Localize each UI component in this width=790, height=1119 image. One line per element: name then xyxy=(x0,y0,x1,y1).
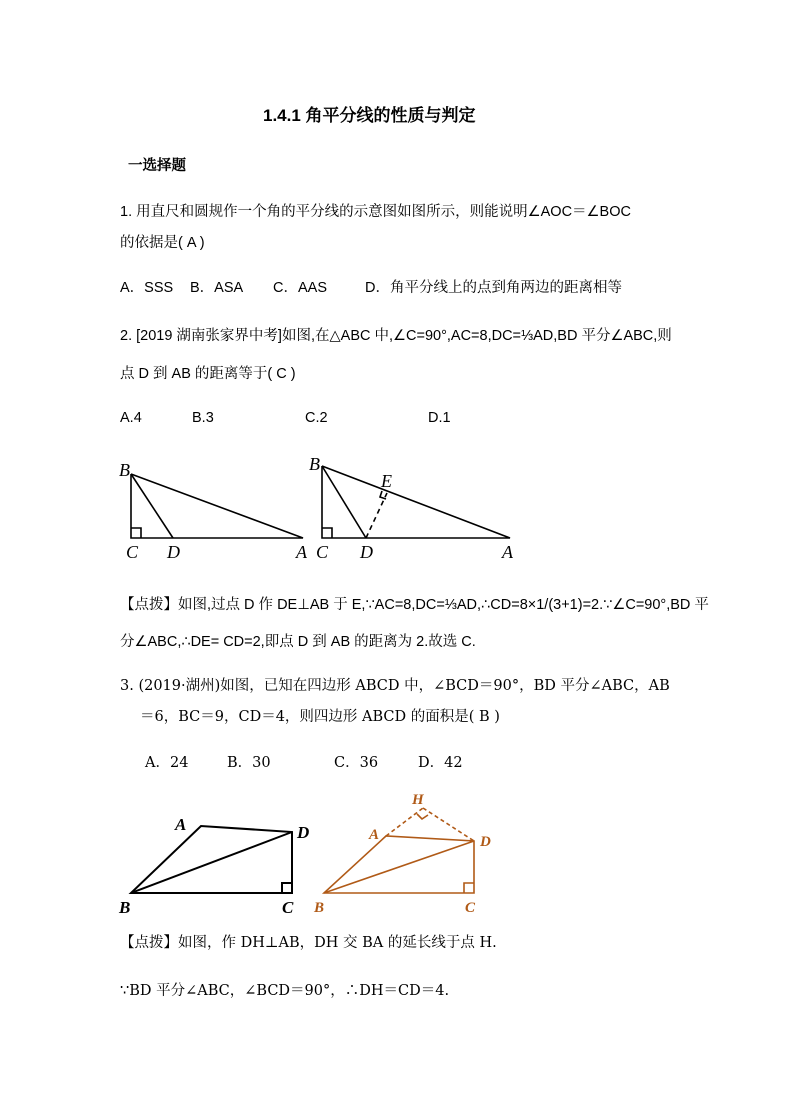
q3-line-2: ＝6，BC＝9，CD＝4，则四边形 ABCD 的面积是( B ) xyxy=(140,709,500,725)
label-b: B xyxy=(314,900,325,916)
q1-option-c: C．AAS xyxy=(273,280,327,296)
q3-option-a: A．24 xyxy=(145,755,189,771)
label-c: C xyxy=(126,542,139,562)
label-a: A xyxy=(175,815,187,834)
page-title: 1.4.1 角平分线的性质与判定 xyxy=(263,106,476,125)
q2-hint-line-1: 【点拨】如图,过点 D 作 DE⊥AB 于 E,∵AC=8,DC=⅓AD,∴CD=8×1/(3+1)=2.∵∠C=90°,BD 平 xyxy=(120,597,709,613)
label-b: B xyxy=(119,460,130,480)
q1-line-1: 1. 用直尺和圆规作一个角的平分线的示意图如图所示，则能说明∠AOC＝∠BOC xyxy=(120,204,631,220)
q1-option-b: B．ASA xyxy=(190,280,244,296)
q1-option-a: A．SSS xyxy=(120,280,174,296)
label-b: B xyxy=(309,454,320,474)
q2-hint-line-2: 分∠ABC,∴DE= CD=2,即点 D 到 AB 的距离为 2.故选 C. xyxy=(120,634,476,650)
label-a: A xyxy=(502,542,513,562)
label-a: A xyxy=(296,542,307,562)
label-d: D xyxy=(360,542,373,562)
label-d: D xyxy=(167,542,180,562)
label-d: D xyxy=(480,834,491,850)
q2-option-b: B.3 xyxy=(192,410,214,426)
q3-hint-line-1: 【点拨】如图，作 DH⊥AB，DH 交 BA 的延长线于点 H. xyxy=(120,935,497,951)
label-d: D xyxy=(297,823,310,842)
q3-option-d: D．42 xyxy=(418,755,463,771)
q3-option-c: C．36 xyxy=(334,755,379,771)
q2-line-1: 2. [2019 湖南张家界中考]如图,在△ABC 中,∠C=90°,AC=8,DC=⅓AD,BD 平分∠ABC,则 xyxy=(120,328,672,344)
q2-line-2: 点 D 到 AB 的距离等于( C ) xyxy=(120,366,296,382)
q2-option-d: D.1 xyxy=(428,410,451,426)
q1-line-2: 的依据是( A ) xyxy=(120,235,205,251)
label-c: C xyxy=(282,898,294,917)
label-b: B xyxy=(119,898,131,917)
label-a: A xyxy=(369,827,380,843)
label-c: C xyxy=(316,542,329,562)
label-e: E xyxy=(381,471,392,491)
label-c: C xyxy=(465,900,476,916)
q1-option-d: D．角平分线上的点到角两边的距离相等 xyxy=(365,280,622,296)
q3-line-1: 3. (2019·湖州)如图，已知在四边形 ABCD 中，∠BCD＝90°，BD 平分∠ABC，AB xyxy=(120,678,670,694)
q2-option-c: C.2 xyxy=(305,410,328,426)
label-h: H xyxy=(412,792,424,808)
section-heading: 一选择题 xyxy=(128,158,186,174)
q2-option-a: A.4 xyxy=(120,410,142,426)
q3-hint-line-2: ∵BD 平分∠ABC，∠BCD＝90°，∴DH＝CD＝4. xyxy=(120,983,450,999)
q3-option-b: B．30 xyxy=(227,755,271,771)
